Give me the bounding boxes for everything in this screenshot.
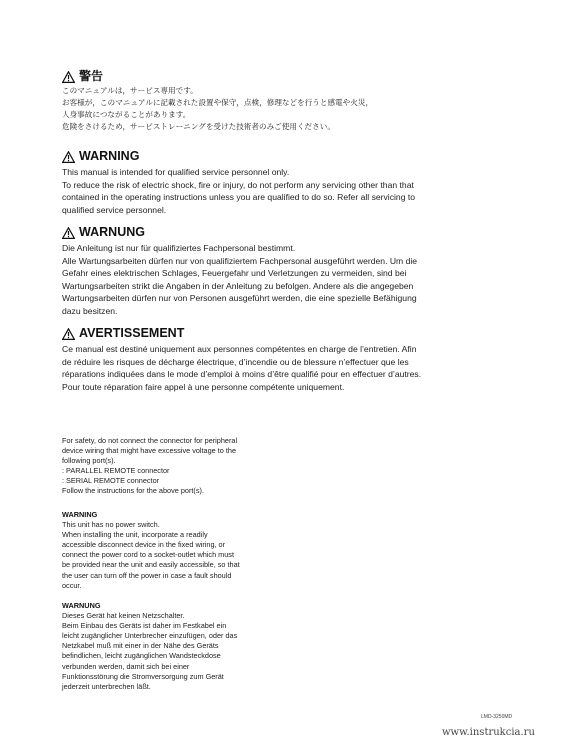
warning-heading-german bbox=[62, 225, 462, 240]
warning-section-german bbox=[62, 225, 462, 318]
warning-title-german: WARNUNG bbox=[79, 225, 145, 239]
warning-section-japanese bbox=[62, 69, 462, 133]
warning-triangle-icon bbox=[62, 227, 75, 239]
warning-triangle-icon bbox=[62, 151, 75, 163]
warning-body-french: Ce manual est destiné uniquement aux personnes compétentes en charge de l’entretien. Afin de réduire les risques de décharge électrique, d’incendie ou de blessure n’effectuer que les réparations indiquées dans le mode d’emploi à moins d’être qualifié pour en effectuer d’autres. Pour toute réparation faire appel à une personne compétente uniquement. bbox=[62, 344, 422, 392]
warning-heading-french bbox=[62, 326, 462, 341]
warning-title-english: WARNING bbox=[79, 149, 140, 163]
warning-section-french bbox=[62, 326, 462, 393]
warning-title-japanese: 警告 bbox=[79, 69, 104, 83]
power-warning-section-english bbox=[62, 510, 282, 591]
warning-body-english: This manual is intended for qualified service personnel only. To reduce the risk of electric shock, fire or injury, do not perform any servicing other than that contained in the operating instructions unless you are qualified to do so. Refer all servicing to qualified service personnel. bbox=[62, 167, 416, 215]
safety-note-section bbox=[62, 436, 282, 497]
watermark-url: www.instrukcia.ru bbox=[442, 727, 535, 738]
model-number: LMD-3250MD bbox=[481, 714, 513, 720]
power-warning-section-german bbox=[62, 601, 282, 692]
power-warning-title-english: WARNING bbox=[62, 510, 98, 519]
warning-body-german: Die Anleitung ist nur für qualifiziertes Fachpersonal bestimmt. Alle Wartungsarbeiten dürfen nur von qualifiziertem Fachpersonal ausgeführt werden. Um die Gefahr eines elektrischen Schlages, Feuergefahr und Verletzungen zu vermeiden, sind bei Wartungsarbeiten strikt die Angaben in der Anleitung zu befolgen. Andere als die angegeben Wartungsarbeiten dürfen nur von Personen ausgeführt werden, die eine spezielle Befähigung dazu besitzen. bbox=[62, 243, 418, 316]
power-warning-body-english: This unit has no power switch. When installing the unit, incorporate a readily accessible disconnect device in the fixed wiring, or connect the power cord to a socket-outlet which must be provided near the unit and easily accessible, so that the user can turn off the power in case a fault should occur. bbox=[62, 520, 240, 590]
warning-body-japanese: このマニュアルは，サービス専用です。 お客様が，このマニュアルに記載された設置や保守，点検，修理などを行うと感電や火災， 人身事故につながることがあります。 危険をさけるため，サービストレーニングを受けた技術者のみご使用ください。 bbox=[62, 86, 374, 131]
warning-triangle-icon bbox=[62, 328, 75, 340]
safety-note-body: For safety, do not connect the connector for peripheral device wiring that might have excessive voltage to the following port(s). : PARALLEL REMOTE connector : SERIAL REMOTE connector Follow the instructions for the above port(s). bbox=[62, 436, 238, 496]
warning-heading-english bbox=[62, 149, 462, 164]
warning-section-english bbox=[62, 149, 462, 216]
warning-triangle-icon bbox=[62, 71, 75, 83]
power-warning-title-german: WARNUNG bbox=[62, 601, 101, 610]
warning-title-french: AVERTISSEMENT bbox=[79, 326, 185, 340]
power-warning-body-german: Dieses Gerät hat keinen Netzschalter. Beim Einbau des Geräts ist daher im Festkabel ein leicht zugänglicher Unterbrecher einzufügen, oder das Netzkabel muß mit einer in der Nähe des Geräts befindlichen, leicht zugänglichen Wandsteckdose verbunden werden, damit sich bei einer Funktionsstörung die Stromversorgung zum Gerät jederzeit unterbrechen läßt. bbox=[62, 611, 238, 691]
warning-heading-japanese bbox=[62, 69, 462, 84]
